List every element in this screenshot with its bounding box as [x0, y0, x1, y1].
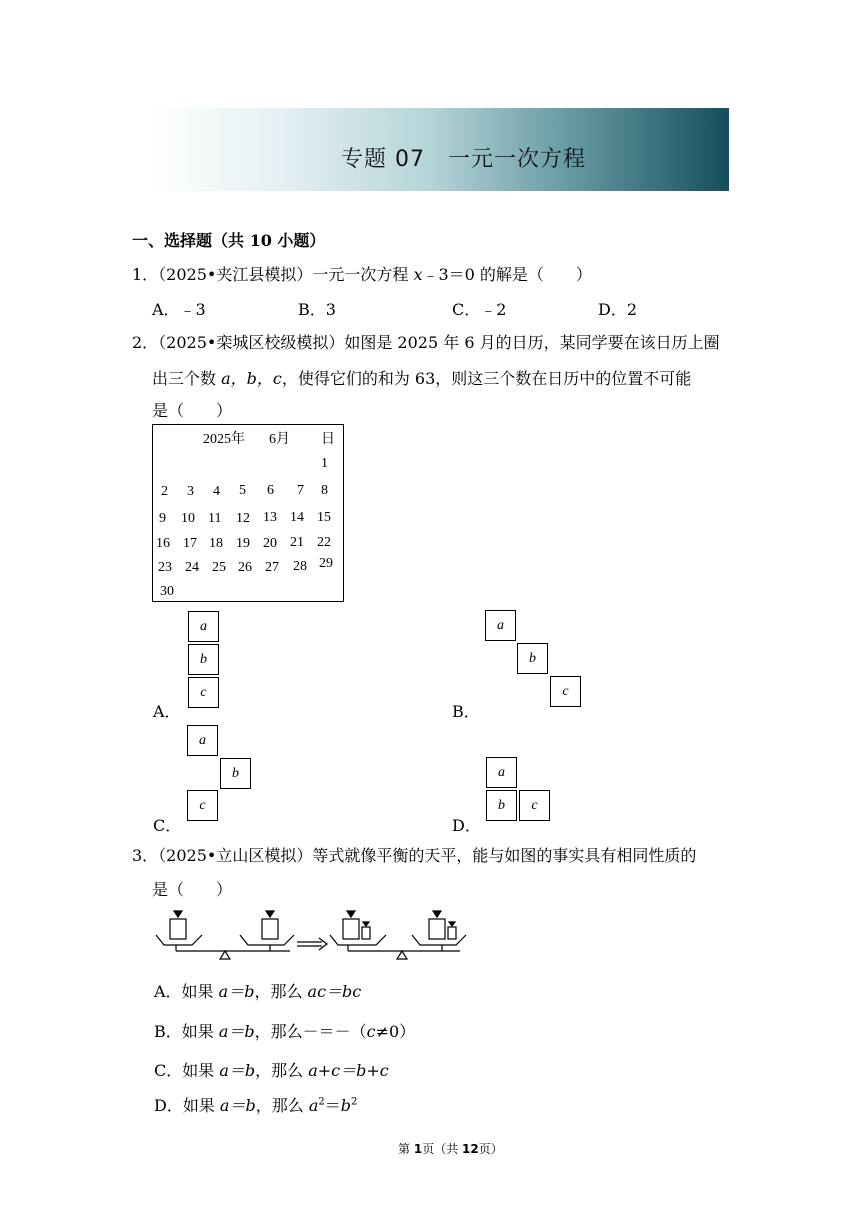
calendar-figure — [152, 424, 344, 602]
calendar-cell: 4 — [213, 484, 220, 499]
q2-option-b-label: B． — [452, 702, 480, 721]
option-c-box-c: c — [187, 790, 218, 821]
option-c-box-a: a — [187, 725, 218, 756]
title-banner — [148, 108, 729, 191]
calendar-cell: 1 — [321, 456, 328, 471]
q3-d-mid: ，那么 — [255, 1096, 309, 1115]
calendar-cell: 8 — [321, 483, 328, 498]
calendar-cell: 16 — [156, 536, 170, 551]
q3-d-eq: ＝ — [324, 1096, 341, 1115]
q3-d-cond: a＝b — [219, 1096, 256, 1115]
calendar-cell: 23 — [158, 560, 172, 575]
q3-c-mid: ，那么 — [255, 1061, 309, 1080]
q3-b-cond: a＝b — [218, 1022, 255, 1041]
option-b-box-c: c — [550, 676, 581, 707]
option-c-box-b: b — [220, 758, 251, 789]
option-a-box-b: b — [188, 644, 219, 675]
q3-d-exp1: 2 — [318, 1096, 325, 1108]
q1-option-b: B．3 — [298, 300, 336, 319]
option-a-box-a: a — [188, 611, 219, 642]
q3-b-mid: ，那么－＝－（ — [254, 1022, 367, 1041]
q3-d-exp2: 2 — [351, 1096, 358, 1108]
calendar-day-header: 日 — [321, 432, 335, 447]
q1-var: x — [413, 265, 423, 284]
calendar-cell: 26 — [238, 560, 252, 575]
q2-line2-b: ，使得它们的和为 63，则这三个数在日历中的位置不可能 — [281, 369, 692, 388]
q3-d-b: b — [340, 1096, 351, 1115]
page-title: 专题 07 一元一次方程 — [341, 147, 586, 172]
calendar-year: 2025年 — [203, 432, 245, 447]
option-d-box-b: b — [486, 790, 517, 821]
left-balance — [156, 911, 294, 959]
calendar-cell: 28 — [293, 559, 307, 574]
calendar-cell: 19 — [236, 536, 250, 551]
calendar-cell: 5 — [239, 483, 246, 498]
q2-option-d-label: D． — [452, 816, 481, 835]
q2-stem-line1: 2．（2025•栾城区校级模拟）如图是 2025 年 6 月的日历，某同学要在该日历上圈 — [132, 333, 720, 352]
calendar-cell: 6 — [267, 483, 274, 498]
calendar-cell: 12 — [236, 511, 250, 526]
q3-stem-line2: 是（ ） — [152, 880, 233, 899]
footer-suffix: 页） — [478, 1142, 503, 1156]
q3-option-d — [154, 1093, 357, 1116]
calendar-cell: 27 — [265, 560, 279, 575]
q3-option-a — [154, 979, 361, 1002]
footer-total-pages: 12 — [462, 1142, 479, 1156]
q3-a-label: A．如果 — [154, 982, 219, 1001]
q3-c-result: a+c＝b+c — [308, 1061, 389, 1080]
calendar-cell: 3 — [187, 484, 194, 499]
calendar-cell: 2 — [161, 484, 168, 499]
q3-a-mid: ，那么 — [254, 982, 308, 1001]
q2-stem-line2 — [152, 366, 691, 389]
section-heading: 一、选择题（共 10 小题） — [132, 231, 326, 250]
calendar-cell: 29 — [319, 556, 333, 571]
option-b-box-b: b — [517, 643, 548, 674]
calendar-cell: 15 — [317, 510, 331, 525]
q3-d-label: D．如果 — [154, 1096, 220, 1115]
q2-line2-vars: a，b，c — [221, 369, 282, 388]
calendar-cell: 20 — [263, 536, 277, 551]
balance-scale-figure — [150, 905, 472, 965]
q1-option-a: A．﹣3 — [152, 300, 206, 319]
q3-c-cond: a＝b — [219, 1061, 256, 1080]
q3-b-var: c — [366, 1022, 376, 1041]
question-1-stem — [132, 262, 592, 285]
q3-b-tail: ≠0） — [375, 1022, 416, 1041]
q3-option-b — [154, 1019, 415, 1042]
q2-option-c-label: C． — [153, 816, 182, 835]
calendar-cell: 10 — [181, 511, 195, 526]
q2-option-a-label: A． — [153, 702, 181, 721]
page-footer — [398, 1140, 503, 1157]
q3-b-label: B．如果 — [154, 1022, 219, 1041]
q3-stem-line1: 3．（2025•立山区模拟）等式就像平衡的天平，能与如图的事实具有相同性质的 — [132, 846, 697, 865]
q3-c-label: C．如果 — [154, 1061, 220, 1080]
right-balance — [330, 911, 466, 959]
calendar-cell: 14 — [290, 510, 304, 525]
option-a-box-c: c — [188, 677, 219, 708]
footer-page-number: 1 — [413, 1142, 423, 1156]
q1-stem-prefix: 1．（2025•夹江县模拟）一元一次方程 — [132, 265, 414, 284]
q1-option-c: C．﹣2 — [452, 300, 507, 319]
calendar-cell: 13 — [263, 510, 277, 525]
calendar-cell: 11 — [208, 511, 222, 526]
q3-a-result: ac＝bc — [307, 982, 362, 1001]
arrow-icon — [297, 938, 327, 950]
calendar-cell: 7 — [297, 483, 304, 498]
calendar-cell: 22 — [317, 535, 331, 550]
option-b-box-a: a — [485, 610, 516, 641]
option-d-box-a: a — [486, 757, 517, 788]
q2-stem-line3: 是（ ） — [152, 401, 233, 420]
calendar-cell: 30 — [160, 584, 174, 599]
footer-mid: 页（共 — [422, 1142, 463, 1156]
calendar-cell: 24 — [185, 560, 199, 575]
calendar-cell: 17 — [183, 536, 197, 551]
q1-stem-suffix: ﹣3＝0 的解是（ ） — [422, 265, 592, 284]
q3-a-cond: a＝b — [218, 982, 255, 1001]
calendar-cell: 25 — [212, 560, 226, 575]
q3-option-c — [154, 1058, 389, 1081]
calendar-cell: 9 — [159, 511, 166, 526]
q3-d-a: a — [308, 1096, 319, 1115]
option-d-box-c: c — [519, 790, 550, 821]
calendar-cell: 18 — [209, 536, 223, 551]
footer-prefix: 第 — [398, 1142, 414, 1156]
q1-option-d: D．2 — [598, 300, 638, 319]
calendar-cell: 21 — [290, 535, 304, 550]
calendar-month: 6月 — [269, 432, 290, 447]
q2-line2-a: 出三个数 — [152, 369, 222, 388]
